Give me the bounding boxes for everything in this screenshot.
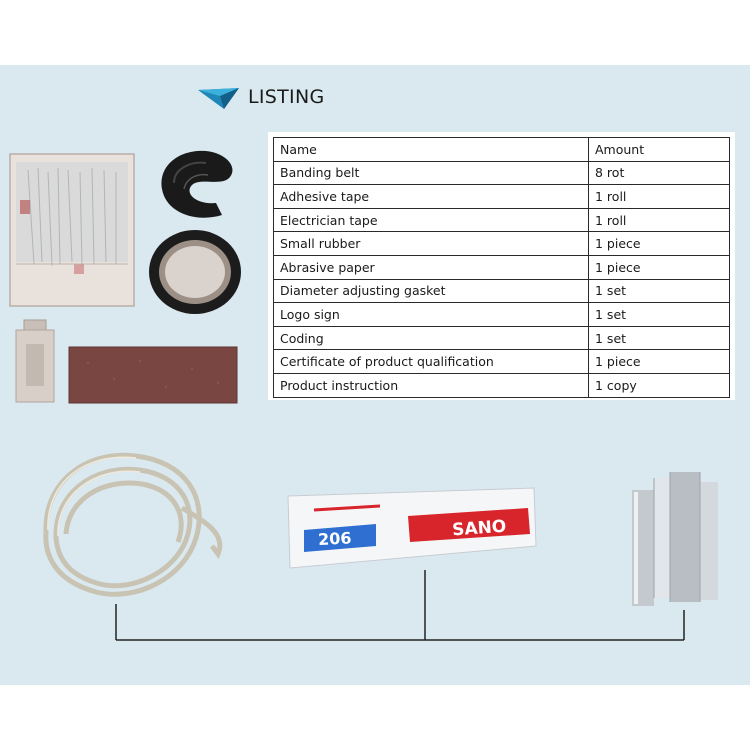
row-amount: 1 roll	[589, 208, 730, 232]
glue-brand-text: SANO	[451, 516, 507, 541]
row-name: Abrasive paper	[274, 255, 589, 279]
row-amount: 1 piece	[589, 255, 730, 279]
row-name: Electrician tape	[274, 208, 589, 232]
row-amount: 1 copy	[589, 373, 730, 397]
listing-title: LISTING	[248, 86, 325, 108]
row-amount: 8 rot	[589, 161, 730, 185]
row-amount: 1 set	[589, 279, 730, 303]
row-name: Banding belt	[274, 161, 589, 185]
column-header-name: Name	[274, 138, 589, 162]
row-amount: 1 piece	[589, 350, 730, 374]
row-amount: 1 set	[589, 326, 730, 350]
row-amount: 1 piece	[589, 232, 730, 256]
row-name: Diameter adjusting gasket	[274, 279, 589, 303]
row-amount: 1 roll	[589, 185, 730, 209]
row-name: Coding	[274, 326, 589, 350]
row-name: Certificate of product qualification	[274, 350, 589, 374]
row-name: Adhesive tape	[274, 185, 589, 209]
row-name: Small rubber	[274, 232, 589, 256]
row-amount: 1 set	[589, 303, 730, 327]
glue-code-text: 206	[317, 528, 352, 550]
row-name: Product instruction	[274, 373, 589, 397]
row-name: Logo sign	[274, 303, 589, 327]
column-header-amount: Amount	[589, 138, 730, 162]
